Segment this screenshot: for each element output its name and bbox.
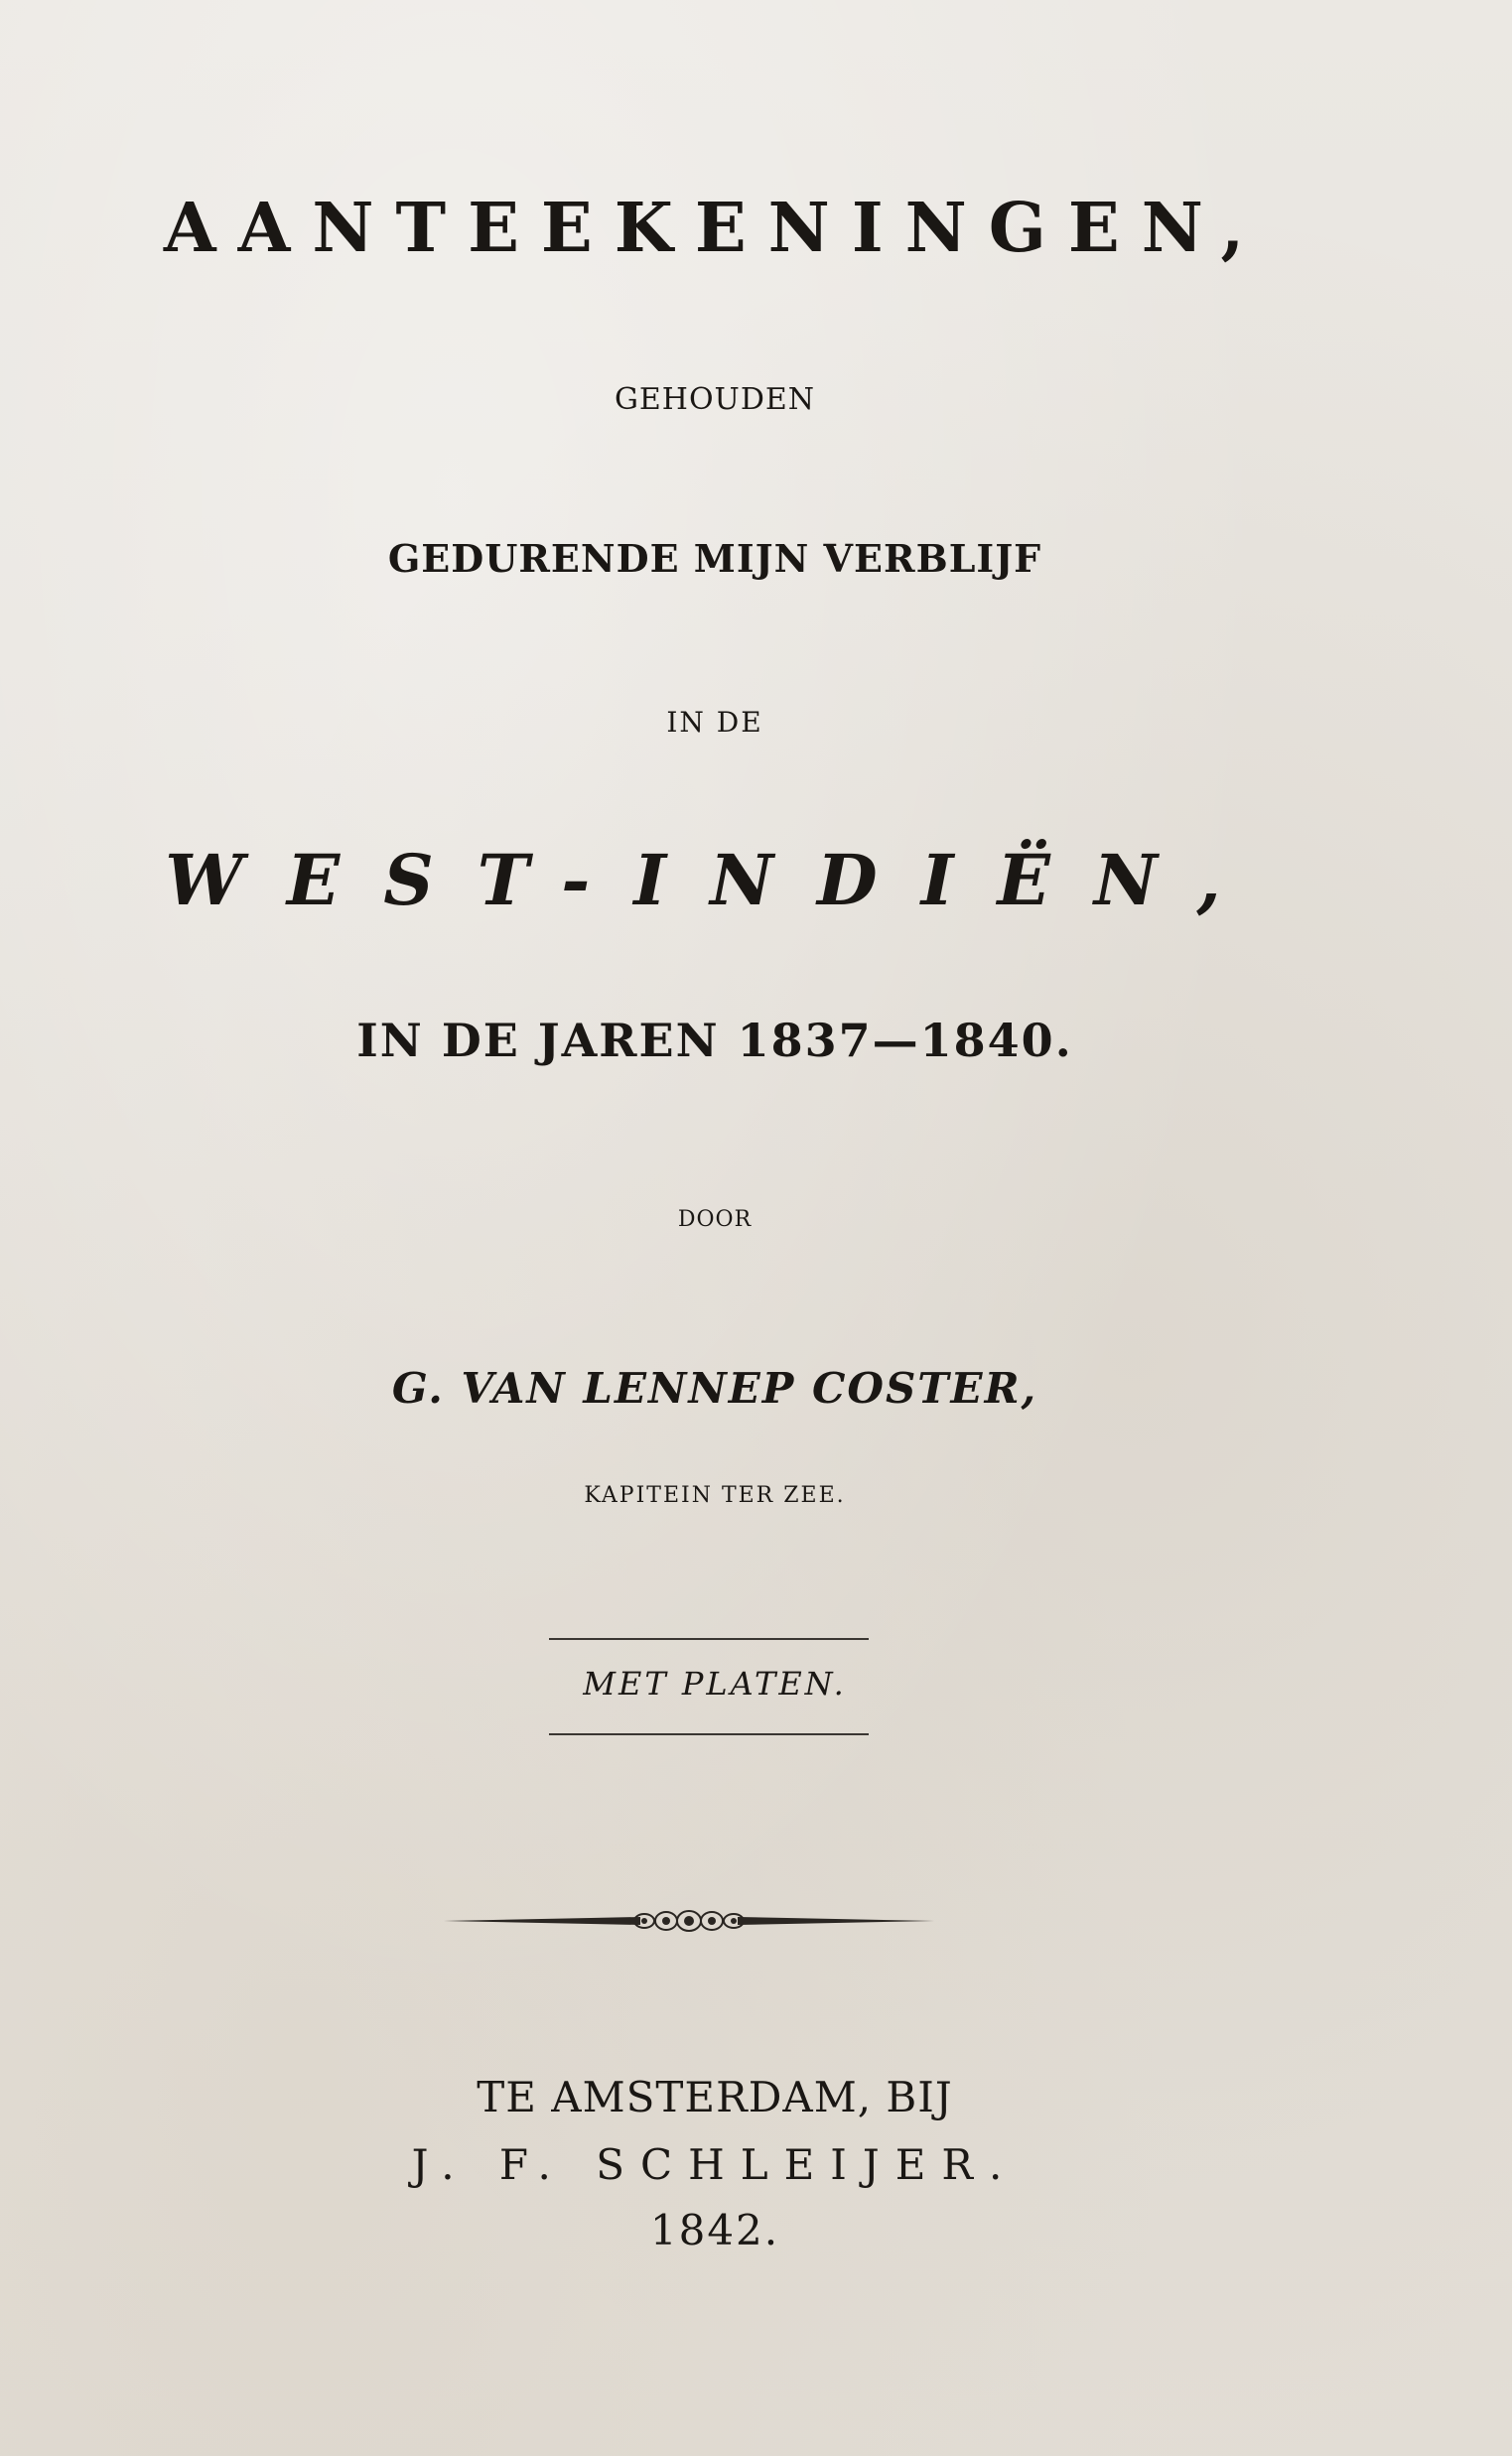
imprint-publisher: J. F. SCHLEIJER. <box>411 2140 1019 2189</box>
subtitle-gedurende: GEDURENDE MIJN VERBLIJF <box>387 536 1042 581</box>
author-rank: KAPITEIN TER ZEE. <box>584 1483 846 1508</box>
book-title: AANTEEKENINGEN, <box>163 189 1267 268</box>
plates-note: MET PLATEN. <box>583 1665 847 1703</box>
author-name: G. VAN LENNEP COSTER, <box>391 1364 1038 1413</box>
byline-door: DOOR <box>677 1207 753 1232</box>
rule-top <box>549 1638 869 1640</box>
decorative-rule-icon <box>442 1896 936 1946</box>
subtitle-west-indien: WEST-INDIËN, <box>165 839 1265 921</box>
imprint-year: 1842. <box>649 2206 780 2254</box>
rule-bottom <box>549 1733 869 1735</box>
subtitle-years: IN DE JAREN 1837—1840. <box>356 1014 1073 1067</box>
subtitle-gehouden: GEHOUDEN <box>614 382 816 417</box>
imprint-place: TE AMSTERDAM, BIJ <box>477 2073 953 2121</box>
subtitle-in-de: IN DE <box>666 706 763 739</box>
